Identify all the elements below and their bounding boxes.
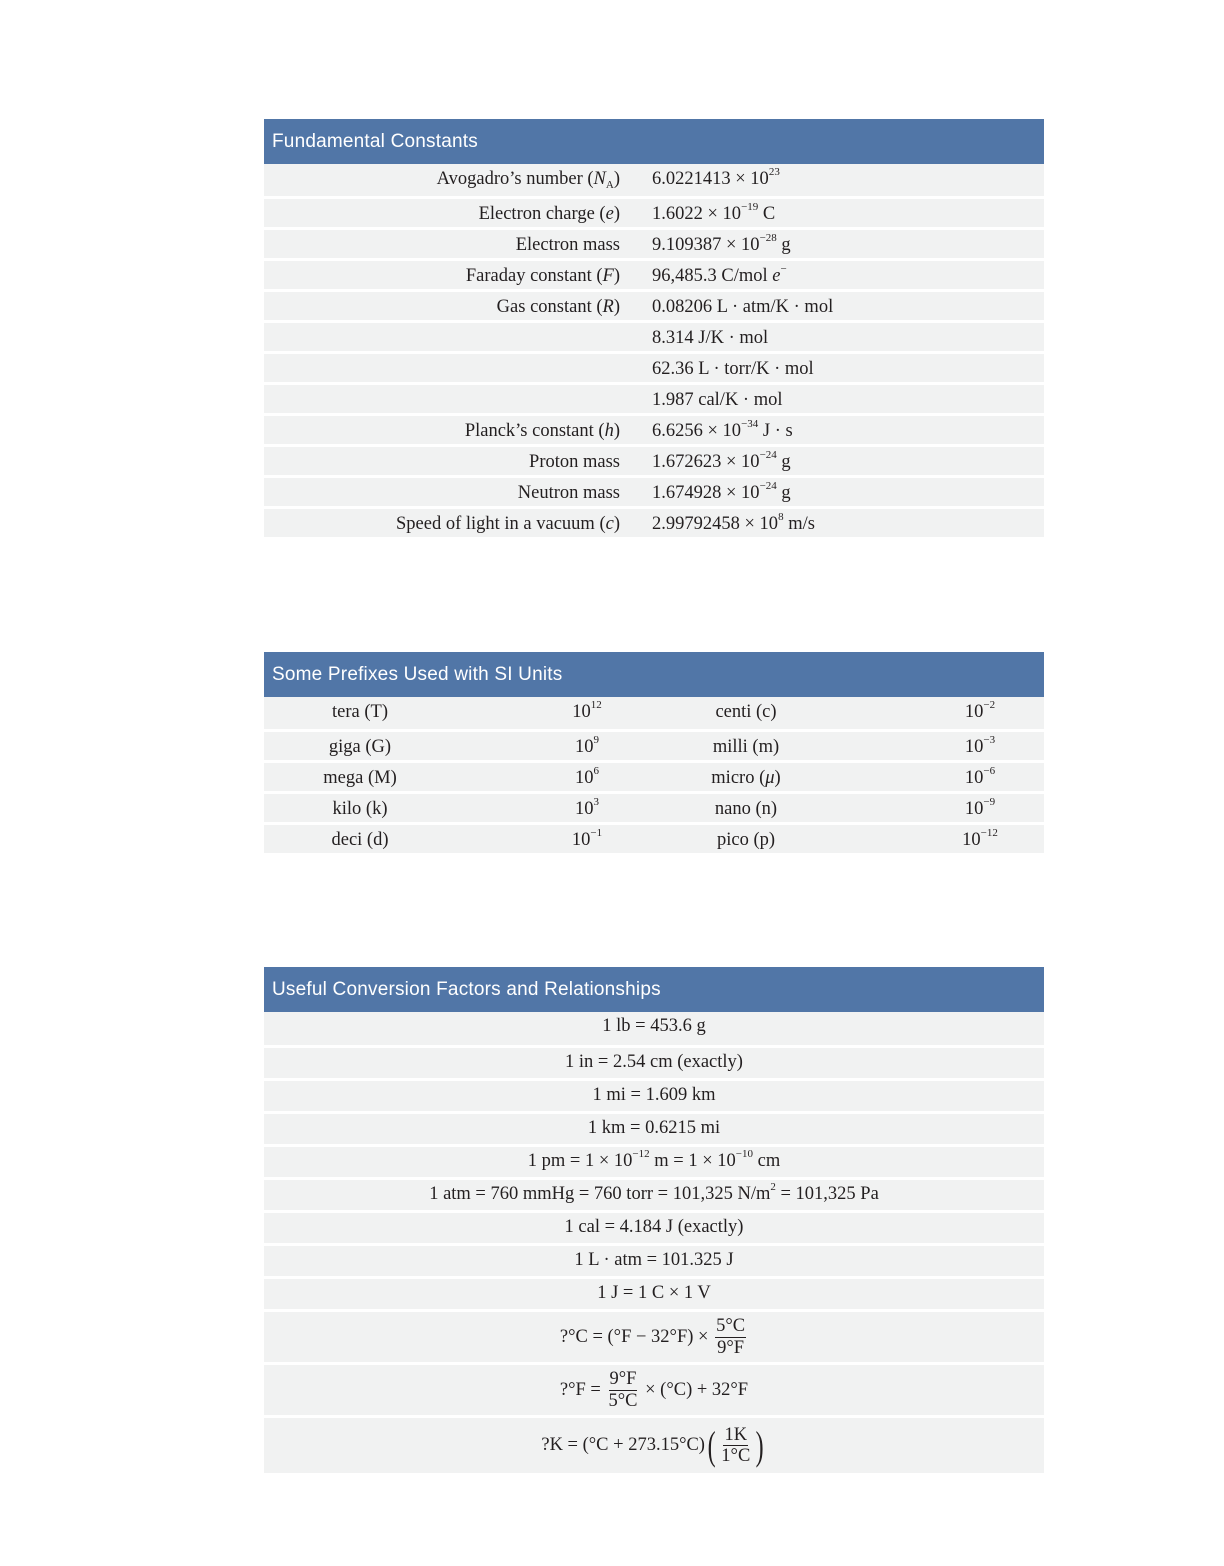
- constant-value: $1.6022 \times 10^{-19}$ C: [652, 201, 776, 224]
- constant-row-proton-mass: [264, 444, 1044, 475]
- conversion-row: 1 lb = 453.6 g: [264, 1012, 1044, 1045]
- prefix-factor: $10^{-1}$: [571, 827, 603, 850]
- constant-name: Speed of light in a vacuum (c): [395, 514, 620, 534]
- prefix-row: [264, 822, 1044, 853]
- constant-value: $9.109387 \times 10^{-28}$ g: [652, 232, 791, 255]
- constant-value: $1.674928 \times 10^{-24}$ g: [652, 480, 791, 503]
- constant-row-planck: [264, 413, 1044, 444]
- conversion-row: 1 km = 0.6215 mi: [264, 1111, 1044, 1144]
- prefix-name: pico (p): [716, 830, 776, 850]
- constant-row-gas-constant-4: [264, 382, 1044, 413]
- prefix-factor: $10^3$: [575, 796, 599, 819]
- constant-value: 62.36 L · torr/K · mol: [652, 359, 814, 379]
- conversion-row: 1 cal = 4.184 J (exactly): [264, 1210, 1044, 1243]
- constant-row-electron-charge: [264, 196, 1044, 227]
- si-prefixes-table: [264, 652, 1044, 853]
- conversion-row: 1 mi = 1.609 km: [264, 1078, 1044, 1111]
- si-prefixes-body: [264, 697, 1044, 853]
- constant-name: Gas constant (R): [496, 297, 620, 317]
- constant-name: Planck’s constant (h): [464, 421, 620, 441]
- prefix-name: nano (n): [714, 799, 778, 819]
- prefix-factor: $10^{-6}$: [964, 765, 996, 788]
- fundamental-constants-title: Fundamental Constants: [264, 119, 1044, 164]
- conversion-row: 1 in = 2.54 cm (exactly): [264, 1045, 1044, 1078]
- constant-row-neutron-mass: [264, 475, 1044, 506]
- constant-row-electron-mass: [264, 227, 1044, 258]
- conversion-row: 1 atm = 760 mmHg = 760 torr = 101,325 $N/m^2 = 101,325$ Pa: [264, 1177, 1044, 1210]
- constant-row-gas-constant: [264, 289, 1044, 320]
- right-paren: ): [755, 1422, 764, 1468]
- prefix-name: micro (μ): [711, 768, 781, 788]
- constant-name: Proton mass: [529, 452, 620, 472]
- prefix-factor: $10^{-3}$: [964, 734, 996, 757]
- prefix-factor: $10^{-12}$: [962, 827, 998, 850]
- fraction: $\frac{5^\circ C}{9^\circ F}$: [716, 1316, 746, 1358]
- constant-row-faraday: [264, 258, 1044, 289]
- conversion-row: 1 J = 1 C × 1 V: [264, 1276, 1044, 1309]
- constant-value: $2.99792458 \times 10^8$ m/s: [652, 511, 815, 534]
- constant-value: 96,485.3 C/mol e−: [652, 263, 787, 286]
- prefix-row: [264, 760, 1044, 791]
- constant-value: $1.672623 \times 10^{-24}$ g: [652, 449, 791, 472]
- constant-value: $6.6256 \times 10^{-34}$ J · s: [652, 418, 793, 441]
- prefix-factor: $10^9$: [575, 734, 599, 757]
- conversion-row-celsius-formula: ?°C = (°F − 32°F) × $\frac{5^\circ C}{9^\circ F}$: [264, 1309, 1044, 1362]
- constant-value: $6.0221413 \times 10^{23}$: [652, 166, 780, 189]
- conversion-factors-table: [264, 967, 1044, 1473]
- conversion-row-kelvin-formula: ?K = (°C + 273.15°C) ( $\frac{1K}{1^\circ C}$ ): [264, 1415, 1044, 1473]
- conversion-row-fahrenheit-formula: ?°F = $\frac{9^\circ F}{5^\circ C}$ × (°C) + 32°F: [264, 1362, 1044, 1415]
- prefix-factor: $10^{-9}$: [964, 796, 996, 819]
- constant-value: 1.987 cal/K · mol: [652, 390, 783, 410]
- left-paren: (: [707, 1422, 716, 1468]
- prefix-name: giga (G): [328, 737, 392, 757]
- prefix-name: milli (m): [712, 737, 780, 757]
- constant-row-gas-constant-3: [264, 351, 1044, 382]
- prefix-name: centi (c): [715, 702, 777, 722]
- prefix-name: deci (d): [331, 830, 389, 850]
- constant-row-gas-constant-2: [264, 320, 1044, 351]
- prefix-row: [264, 697, 1044, 729]
- prefix-factor: $10^{-2}$: [964, 699, 996, 722]
- prefix-row: [264, 729, 1044, 760]
- constant-row-speed-of-light: [264, 506, 1044, 537]
- si-prefixes-title: Some Prefixes Used with SI Units: [264, 652, 1044, 697]
- constant-value: 0.08206 L · atm/K · mol: [652, 297, 834, 317]
- constant-row-avogadro: [264, 164, 1044, 196]
- fraction: $\frac{1K}{1^\circ C}$: [721, 1424, 751, 1466]
- fundamental-constants-body: [264, 164, 1044, 537]
- prefix-name: tera (T): [332, 702, 388, 722]
- conversion-row: 1 L · atm = 101.325 J: [264, 1243, 1044, 1276]
- conversion-row: 1 pm = $1 \times 10^{-12}$ $m = 1 \times 10^{-10}$ cm: [264, 1144, 1044, 1177]
- constant-value: 8.314 J/K · mol: [652, 328, 769, 348]
- constant-name: Faraday constant (F): [465, 266, 620, 286]
- constant-name: Electron charge (e): [478, 204, 620, 224]
- constant-name: Avogadro’s number $(N_A)$: [436, 169, 620, 191]
- prefix-name: mega (M): [323, 768, 397, 788]
- fundamental-constants-table: [264, 119, 1044, 537]
- constant-name: Neutron mass: [517, 483, 620, 503]
- constant-name: Electron mass: [515, 235, 620, 255]
- fraction: $\frac{9^\circ F}{5^\circ C}$: [608, 1369, 638, 1411]
- prefix-name: kilo (k): [332, 799, 388, 819]
- conversion-factors-body: [264, 1012, 1044, 1473]
- prefix-factor: $10^{12}$: [572, 699, 602, 722]
- conversion-factors-title: Useful Conversion Factors and Relationships: [264, 967, 1044, 1012]
- prefix-factor: $10^6$: [575, 765, 599, 788]
- prefix-row: [264, 791, 1044, 822]
